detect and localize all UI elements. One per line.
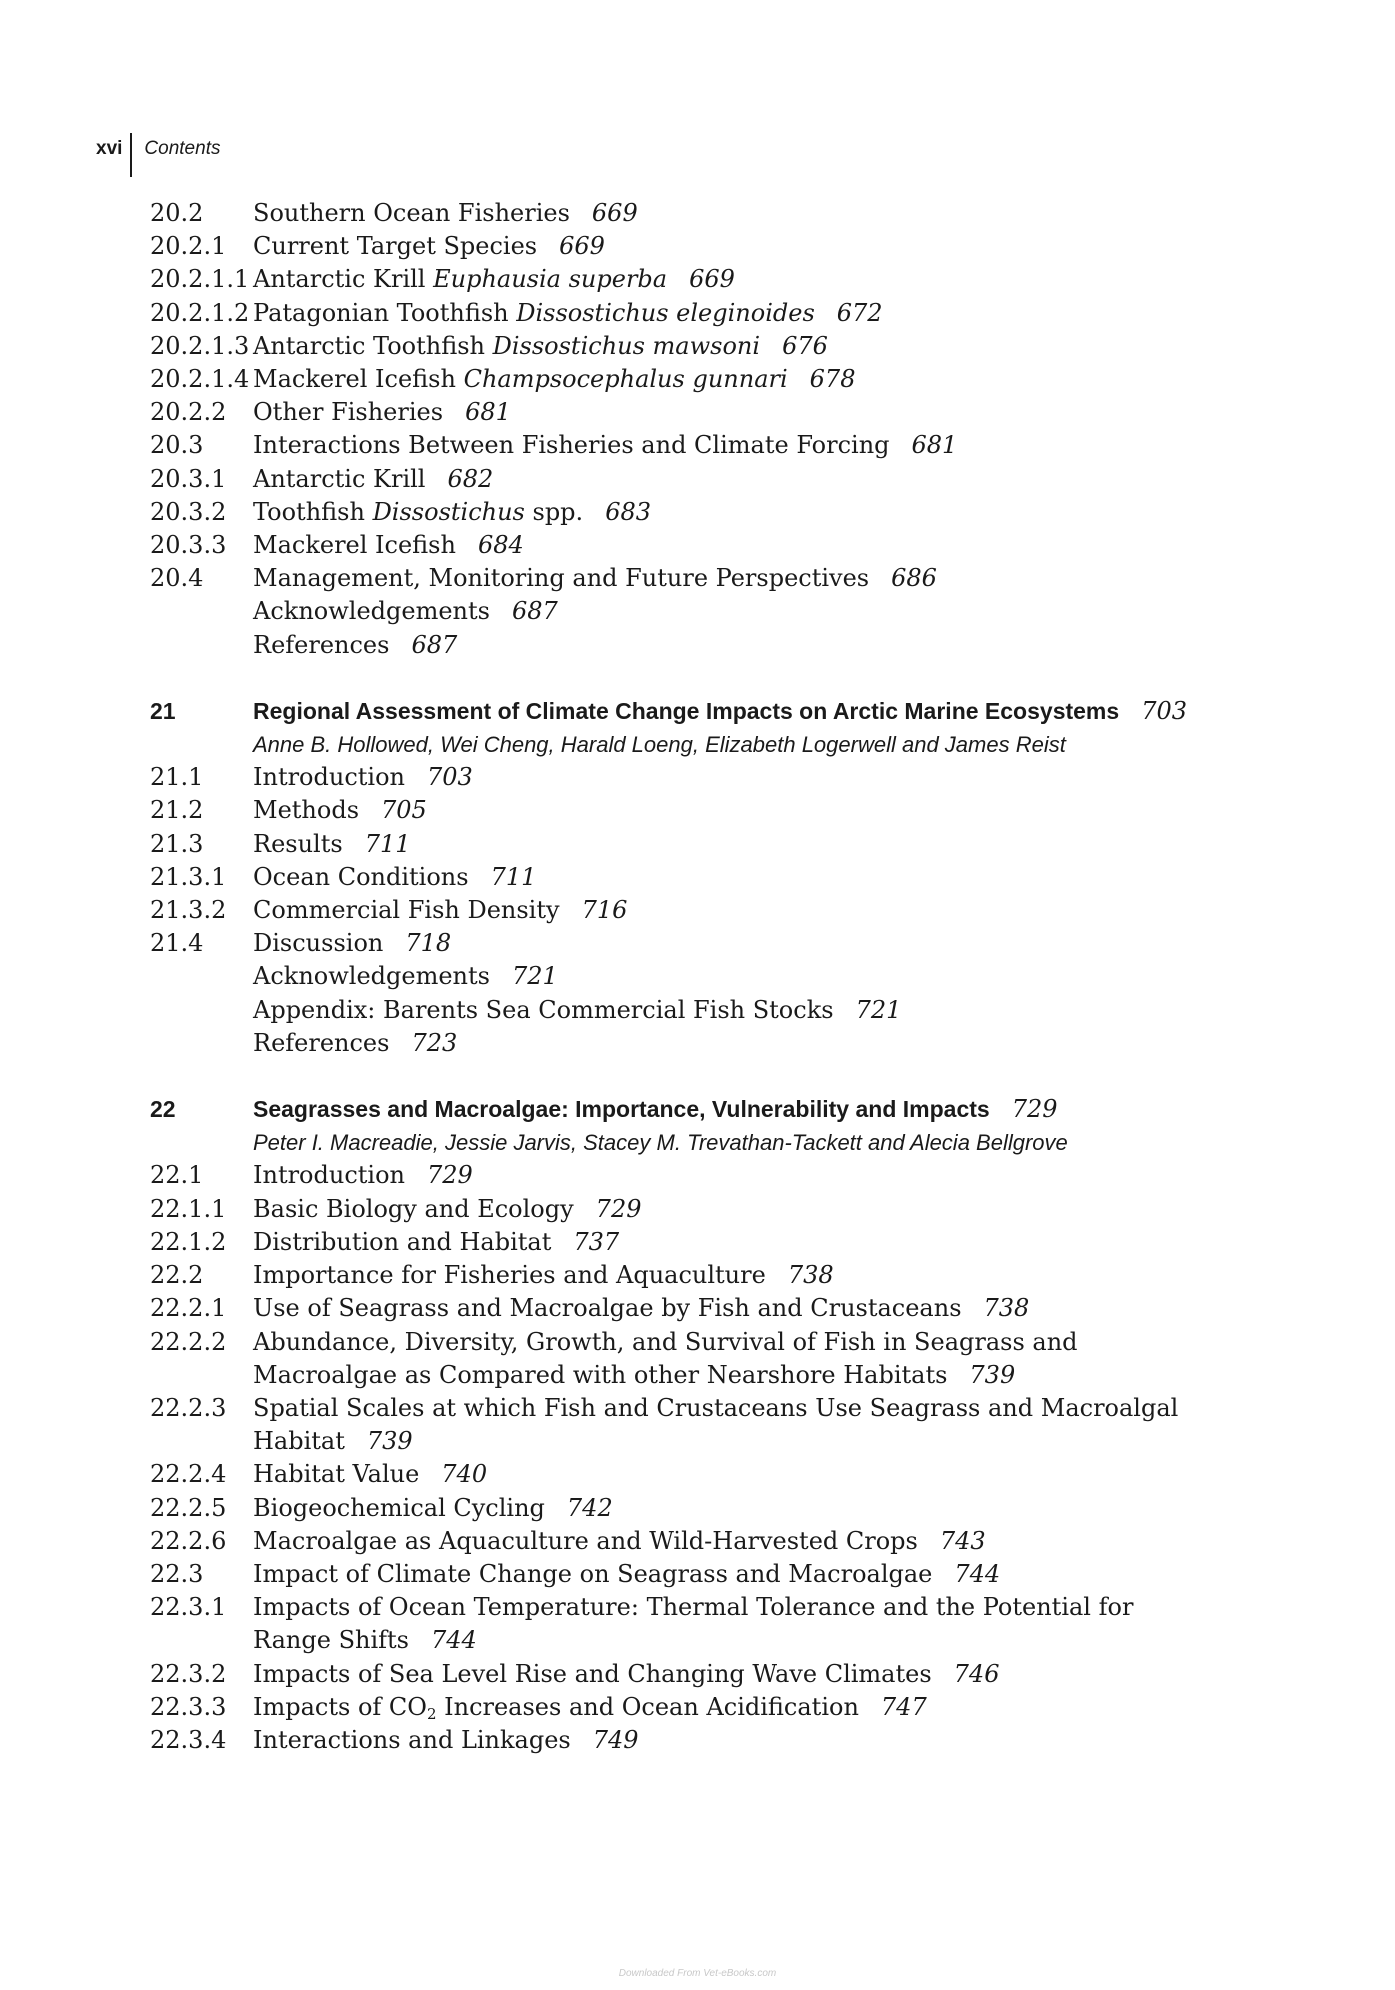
- toc-entry: [150, 396, 1200, 429]
- section-title: Mackerel Icefish: [253, 365, 464, 394]
- section-number: 20.2.1.2: [150, 298, 250, 327]
- section-number: 20.2.1: [150, 232, 227, 261]
- chapter-authors-row: [150, 1126, 1200, 1159]
- section-title: Basic Biology and Ecology: [253, 1194, 574, 1223]
- page-ref: 687: [511, 597, 558, 626]
- page-ref: 681: [465, 398, 511, 427]
- toc-entry: [150, 861, 1200, 894]
- page-ref: 705: [381, 796, 427, 825]
- section-title: Other Fisheries: [253, 398, 444, 427]
- page-ref: 711: [364, 829, 411, 858]
- section-number: 21.3.1: [150, 862, 227, 891]
- toc-entry: [150, 1658, 1200, 1691]
- toc-entry: [150, 330, 1200, 363]
- page-ref: 737: [573, 1227, 620, 1256]
- section-title: Use of Seagrass and Macroalgae by Fish and Crustaceans: [253, 1294, 962, 1323]
- toc-entry: [150, 629, 1200, 662]
- toc-entry: [150, 1492, 1200, 1525]
- page-ref: 703: [1141, 696, 1187, 725]
- toc-entry: [150, 794, 1200, 827]
- species-name: Champsocephalus gunnari: [463, 365, 788, 394]
- page-ref: 729: [427, 1161, 473, 1190]
- toc-entry: [150, 562, 1200, 595]
- section-number: 21.4: [150, 929, 204, 958]
- toc-entry: [150, 960, 1200, 993]
- section-number: 20.3.1: [150, 464, 227, 493]
- section-title: Southern Ocean Fisheries: [253, 199, 570, 227]
- download-watermark: Downloaded From Vet-eBooks.com: [618, 1968, 777, 1979]
- section-title: Mackerel Icefish: [253, 531, 456, 560]
- toc-entry: [150, 429, 1200, 462]
- page-ref: 742: [566, 1493, 613, 1522]
- section-number: 22.3: [150, 1559, 204, 1588]
- page-ref: 739: [969, 1360, 1016, 1389]
- section-number: 22.1: [150, 1161, 204, 1190]
- section-title: Macroalgae as Aquaculture and Wild-Harvested Crops: [253, 1526, 918, 1555]
- toc-entry: [150, 1691, 1200, 1724]
- section-title: Acknowledgements: [253, 962, 490, 991]
- section-number: 22.3.4: [150, 1725, 227, 1754]
- section-number: 22.1.2: [150, 1227, 227, 1256]
- section-number: 22.2.3: [150, 1393, 227, 1422]
- page-ref: 744: [954, 1559, 1001, 1588]
- section-title: Habitat Value: [253, 1460, 420, 1489]
- toc-entry: [150, 363, 1200, 396]
- page-ref: 669: [689, 265, 735, 294]
- toc-entry: [150, 927, 1200, 960]
- toc-entry: [150, 496, 1200, 529]
- page-ref: 711: [490, 862, 537, 891]
- page-ref: 744: [431, 1626, 477, 1655]
- section-title: Current Target Species: [253, 232, 538, 261]
- section-number: 20.3: [150, 431, 204, 460]
- section-number: 21.2: [150, 796, 204, 825]
- section-number: 21.3.2: [150, 896, 227, 925]
- toc-entry: [150, 595, 1200, 628]
- section-number: 22.1.1: [150, 1194, 227, 1223]
- section-title: Impact of Climate Change on Seagrass and Macroalgae: [253, 1559, 933, 1588]
- species-name: Dissostichus: [372, 497, 525, 526]
- section-title: Distribution and Habitat: [253, 1227, 552, 1256]
- chapter-authors-row: [150, 728, 1200, 761]
- section-title: Commercial Fish Density: [253, 896, 560, 925]
- page-ref: 681: [911, 431, 958, 460]
- page-ref: 743: [939, 1526, 986, 1555]
- toc-entry: [150, 1392, 1200, 1458]
- toc-entry: [150, 263, 1200, 296]
- page-ref: 716: [581, 896, 628, 925]
- section-title: Acknowledgements: [253, 597, 490, 626]
- section-title: Discussion: [253, 929, 384, 958]
- section-title: Introduction: [253, 1161, 405, 1190]
- page-ref: 686: [891, 564, 937, 593]
- section-number: 20.2.1.4: [150, 365, 250, 394]
- section-title: Antarctic Toothfish: [253, 331, 493, 360]
- page-ref: 703: [427, 763, 473, 792]
- section-number: 20.2.1.3: [150, 331, 250, 360]
- section-title: Spatial Scales at which Fish and Crustaceans Use Seagrass and Macroalgal Habitat: [253, 1393, 1179, 1456]
- section-title: Antarctic Krill: [253, 265, 434, 294]
- toc-entry: [150, 1027, 1200, 1060]
- toc-entry: [150, 230, 1200, 263]
- section-title: Importance for Fisheries and Aquaculture: [253, 1261, 766, 1290]
- toc-entry: [150, 1159, 1200, 1192]
- section-number: 22.2.6: [150, 1526, 227, 1555]
- section-title: Results: [253, 829, 343, 858]
- toc-entry: [150, 1226, 1200, 1259]
- page-number: xvi: [96, 138, 123, 159]
- toc-entry: [150, 1193, 1200, 1226]
- toc-entry: [150, 529, 1200, 562]
- page-header: [96, 133, 220, 177]
- toc-entry: [150, 297, 1200, 330]
- toc-entry: [150, 1326, 1200, 1392]
- toc-entry: [150, 761, 1200, 794]
- page-ref: 746: [953, 1659, 1000, 1688]
- section-number: 22.2.2: [150, 1327, 227, 1356]
- page-ref: 684: [477, 531, 524, 560]
- page-ref: 749: [592, 1725, 639, 1754]
- section-number: 21.1: [150, 763, 204, 792]
- section-title: Introduction: [253, 763, 405, 792]
- page-ref: 669: [559, 232, 605, 261]
- toc-entry: [150, 828, 1200, 861]
- running-head: Contents: [144, 138, 221, 159]
- page-ref: 723: [411, 1028, 458, 1057]
- chapter-authors: Anne B. Hollowed, Wei Cheng, Harald Loeng, Elizabeth Logerwell and James Reist: [253, 732, 1066, 758]
- toc-entry: [150, 1458, 1200, 1491]
- page-ref: 738: [983, 1294, 1030, 1323]
- section-number: 22.2.5: [150, 1493, 227, 1522]
- chapter-title: Regional Assessment of Climate Change Impacts on Arctic Marine Ecosystems: [253, 697, 1120, 724]
- section-number: 20.4: [150, 564, 204, 593]
- section-title: Impacts of Ocean Temperature: Thermal Tolerance and the Potential for Range Shifts: [253, 1593, 1134, 1655]
- page-ref: 672: [836, 298, 883, 327]
- section-title: References: [253, 1028, 390, 1057]
- page-ref: 669: [591, 199, 638, 227]
- page-ref: 682: [447, 464, 494, 493]
- section-number: 20.2: [150, 199, 204, 227]
- toc-entry: [150, 463, 1200, 496]
- chapter-title: Seagrasses and Macroalgae: Importance, Vulnerability and Impacts: [253, 1096, 990, 1123]
- page-ref: 718: [405, 929, 452, 958]
- toc-entry: [150, 1259, 1200, 1292]
- chapter-number: 22: [150, 1096, 176, 1123]
- page-ref: 721: [511, 962, 558, 991]
- section-number: 20.2.2: [150, 398, 227, 427]
- section-title: Ocean Conditions: [253, 862, 469, 891]
- section-title: Interactions Between Fisheries and Climate Forcing: [253, 431, 890, 460]
- section-number: 21.3: [150, 829, 204, 858]
- section-title-suffix: spp.: [524, 497, 584, 526]
- table-of-contents: [150, 197, 1200, 1757]
- section-number: 22.2.4: [150, 1460, 227, 1489]
- section-title: Interactions and Linkages: [253, 1725, 571, 1754]
- page-ref: 678: [809, 365, 856, 394]
- section-title: Impacts of CO: [253, 1692, 427, 1721]
- section-number: 22.3.2: [150, 1659, 227, 1688]
- section-title: Management, Monitoring and Future Perspectives: [253, 564, 870, 593]
- chapter-authors: Peter I. Macreadie, Jessie Jarvis, Stacey M. Trevathan-Tackett and Alecia Bellgrove: [253, 1130, 1068, 1156]
- section-number: 22.3.1: [150, 1593, 227, 1622]
- section-title: References: [253, 630, 390, 659]
- section-title: Antarctic Krill: [253, 464, 426, 493]
- subscript: 2: [426, 1704, 437, 1723]
- toc-entry: [150, 197, 1200, 230]
- page-ref: 721: [855, 995, 902, 1024]
- page-ref: 740: [441, 1460, 488, 1489]
- section-number: 22.2: [150, 1261, 204, 1290]
- chapter-heading: [150, 1093, 1200, 1126]
- section-title: Abundance, Diversity, Growth, and Survival of Fish in Seagrass and Macroalgae as Compared with other Nearshore Habitats: [253, 1327, 1078, 1389]
- toc-entry: [150, 894, 1200, 927]
- page-ref: 676: [782, 331, 828, 360]
- section-number: 22.2.1: [150, 1294, 227, 1323]
- section-title: Appendix: Barents Sea Commercial Fish Stocks: [253, 995, 834, 1024]
- chapter-heading: [150, 695, 1200, 728]
- section-title: Patagonian Toothfish: [253, 298, 517, 327]
- section-title: Methods: [253, 796, 360, 825]
- page-ref: 747: [880, 1692, 927, 1721]
- toc-entry: [150, 1525, 1200, 1558]
- section-number: 20.3.2: [150, 497, 227, 526]
- section-number: 22.3.3: [150, 1692, 227, 1721]
- species-name: Dissostichus eleginoides: [516, 298, 815, 327]
- toc-entry: [150, 994, 1200, 1027]
- page-ref: 738: [787, 1261, 834, 1290]
- section-number: 20.2.1.1: [150, 265, 250, 294]
- section-title: Toothfish: [253, 497, 373, 526]
- chapter-number: 21: [150, 697, 176, 724]
- section-title: Biogeochemical Cycling: [253, 1493, 545, 1522]
- toc-entry: [150, 1292, 1200, 1325]
- page-ref: 729: [595, 1194, 642, 1223]
- toc-entry: [150, 1591, 1200, 1657]
- species-name: Dissostichus mawsoni: [492, 331, 761, 360]
- page-ref: 687: [411, 630, 458, 659]
- toc-entry: [150, 1558, 1200, 1591]
- page-ref: 739: [366, 1427, 413, 1456]
- section-title: Impacts of Sea Level Rise and Changing Wave Climates: [253, 1659, 932, 1688]
- section-number: 20.3.3: [150, 531, 227, 560]
- species-name: Euphausia superba: [433, 265, 668, 294]
- page-ref: 683: [605, 497, 651, 526]
- section-title-suffix: Increases and Ocean Acidification: [436, 1692, 859, 1721]
- toc-entry: [150, 1724, 1200, 1757]
- page-ref: 729: [1011, 1095, 1058, 1124]
